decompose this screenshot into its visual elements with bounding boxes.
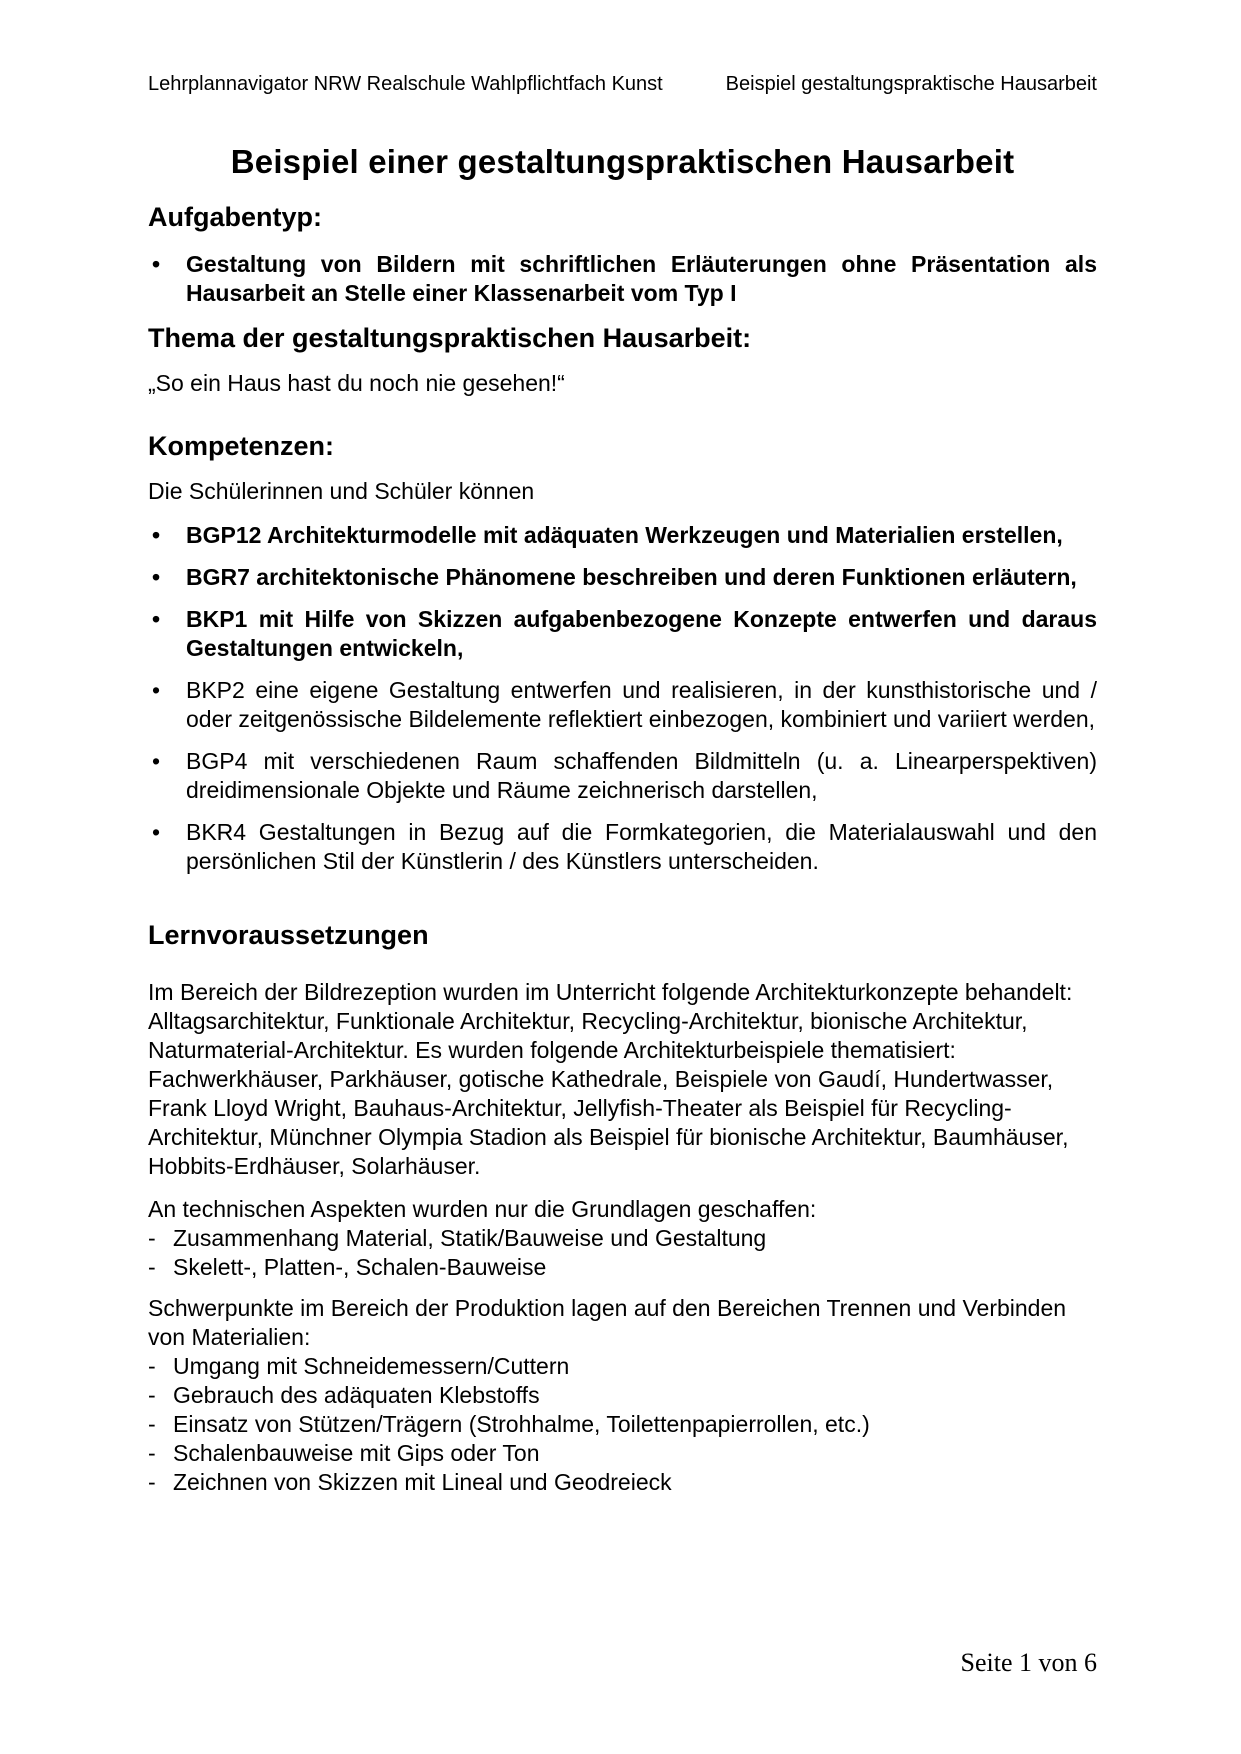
document-title: Beispiel einer gestaltungspraktischen Hausarbeit (230, 143, 1015, 180)
section-heading-aufgabentyp: Aufgabentyp: (148, 202, 322, 232)
thema-quote: „So ein Haus hast du noch nie gesehen!“ (148, 370, 565, 396)
dash-item: - Einsatz von Stützen/Trägern (Strohhalme, Toilettenpapierrollen, etc.) (148, 1410, 1097, 1439)
kompetenzen-bullet-list (148, 521, 1097, 876)
running-header (148, 72, 1097, 96)
bullet-item: • BGP4 mit verschiedenen Raum schaffenden Bildmitteln (u. a. Linearperspektiven) dreidimensionale Objekte und Räume zeichnerisch darstellen, (148, 747, 1097, 805)
dash-item: - Schalenbauweise mit Gips oder Ton (148, 1439, 1097, 1468)
bullet-item: • BGP12 Architekturmodelle mit adäquaten Werkzeugen und Materialien erstellen, (148, 521, 1097, 550)
page-number: Seite 1 von 6 (960, 1648, 1097, 1677)
lernvoraussetzungen-paragraph-3: Schwerpunkte im Bereich der Produktion lagen auf den Bereichen Trennen und Verbinden von Materialien: (148, 1295, 1067, 1350)
dash-item: - Skelett-, Platten-, Schalen-Bauweise (148, 1253, 1097, 1282)
page-footer (961, 1648, 1098, 1678)
section-heading-kompetenzen: Kompetenzen: (148, 431, 335, 461)
section-heading-thema: Thema der gestaltungspraktischen Hausarbeit: (148, 323, 752, 353)
lernvoraussetzungen-paragraph-1: Im Bereich der Bildrezeption wurden im Unterricht folgende Architekturkonzepte behandelt: Alltagsarchitektur, Funktionale Architektur, Recycling-Architektur, bionische Architektur, Naturmaterial-Architektur. Es wurden folgende Architekturbeispiele thematisiert: Fachwerkhäuser, Parkhäuser, gotische Kathedrale, Beispiele von Gaudí, Hundertwasser, Frank Lloyd Wright, Bauhaus-Architektur, Jellyfish-Theater als Beispiel für Recycling-Architektur, Münchner Olympia Stadion als Beispiel für bionische Architektur, Baumhäuser, Hobbits-Erdhäuser, Solarhäuser. (148, 979, 1073, 1179)
dash-item: - Gebrauch des adäquaten Klebstoffs (148, 1381, 1097, 1410)
dash-item: - Zeichnen von Skizzen mit Lineal und Geodreieck (148, 1468, 1097, 1497)
dash-item: - Umgang mit Schneidemessern/Cuttern (148, 1352, 1097, 1381)
kompetenzen-intro: Die Schülerinnen und Schüler können (148, 478, 535, 504)
bullet-item: • BKP1 mit Hilfe von Skizzen aufgabenbezogene Konzepte entwerfen und daraus Gestaltungen entwickeln, (148, 605, 1097, 663)
produktion-dash-list (148, 1352, 1097, 1497)
bullet-item: • BKR4 Gestaltungen in Bezug auf die Formkategorien, die Materialauswahl und den persönlichen Stil der Künstlerin / des Künstlers unterscheiden. (148, 818, 1097, 876)
bullet-item: • Gestaltung von Bildern mit schriftlichen Erläuterungen ohne Präsentation als Hausarbeit an Stelle einer Klassenarbeit vom Typ I (148, 250, 1097, 308)
bullet-item: • BKP2 eine eigene Gestaltung entwerfen und realisieren, in der kunsthistorische und / oder zeitgenössische Bildelemente reflektiert einbezogen, kombiniert und variiert werden, (148, 676, 1097, 734)
lernvoraussetzungen-paragraph-2: An technischen Aspekten wurden nur die Grundlagen geschaffen: (148, 1196, 817, 1222)
aufgabentyp-bullet-list (148, 250, 1097, 308)
header-left-text: Lehrplannavigator NRW Realschule Wahlpflichtfach Kunst (148, 73, 663, 95)
header-right-text: Beispiel gestaltungspraktische Hausarbeit (725, 73, 1097, 95)
dash-item: - Zusammenhang Material, Statik/Bauweise und Gestaltung (148, 1224, 1097, 1253)
technik-dash-list (148, 1224, 1097, 1282)
section-heading-lernvoraussetzungen: Lernvoraussetzungen (148, 920, 429, 950)
bullet-item: • BGR7 architektonische Phänomene beschreiben und deren Funktionen erläutern, (148, 563, 1097, 592)
